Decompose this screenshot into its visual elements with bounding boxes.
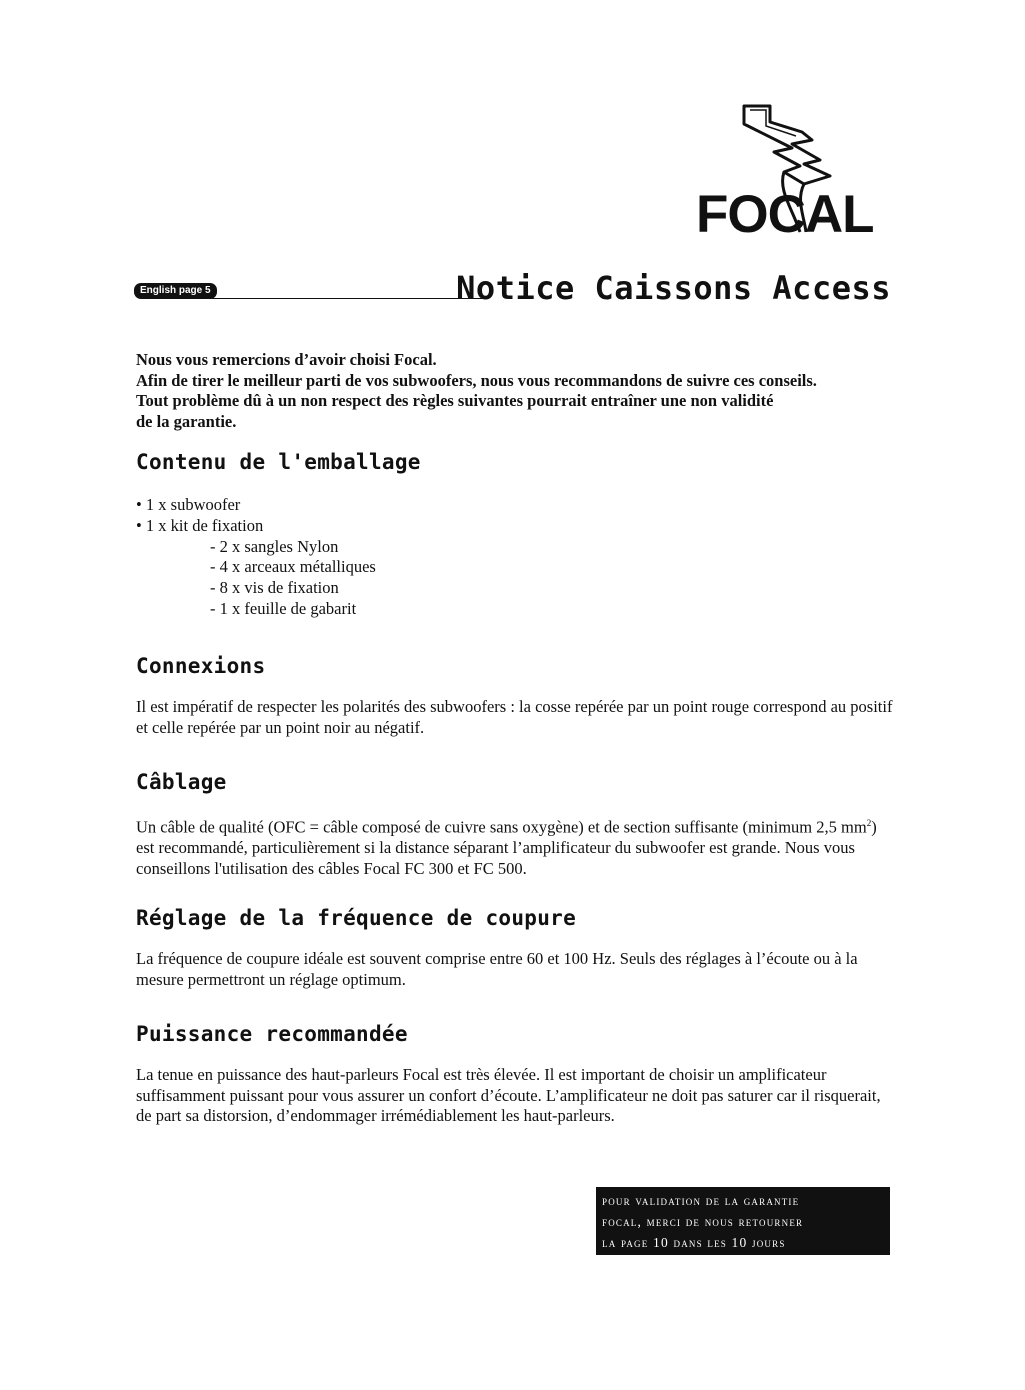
list-item: - 8 x vis de fixation <box>210 578 339 598</box>
puissance-text: La tenue en puissance des haut-parleurs Focal est très élevée. Il est important de choisir un amplificateur suffisamment puissant pour vous assurer un confort d’écoute. L’amplificateur ne doit pas saturer car il risquerait, de part sa distorsion, d’endommager irrémédiablement les haut-parleurs. <box>136 1065 881 1125</box>
intro-line: de la garantie. <box>136 411 237 431</box>
cablage-text <box>136 813 896 879</box>
cablage-text-part1: Un câble de qualité (OFC = câble composé de cuivre sans oxygène) et de section suffisante (minimum 2,5 mm <box>136 817 867 837</box>
intro-line: Afin de tirer le meilleur parti de vos subwoofers, nous vous recommandons de suivre ces conseils. <box>136 370 817 390</box>
list-item: • 1 x subwoofer <box>136 495 241 514</box>
title-rule <box>210 298 482 299</box>
connexions-text: Il est impératif de respecter les polarités des subwoofers : la cosse repérée par un point rouge correspond au positif et celle repérée par un point noir au négatif. <box>136 697 893 737</box>
list-item: - 4 x arceaux métalliques <box>210 557 376 577</box>
focal-logo <box>692 100 892 248</box>
cablage-superscript: 2 <box>866 818 872 828</box>
section-title-frequence: Réglage de la fréquence de coupure <box>136 906 577 930</box>
section-title-contents: Contenu de l'emballage <box>136 450 421 474</box>
list-item: - 2 x sangles Nylon <box>210 536 339 556</box>
list-item: - 1 x feuille de gabarit <box>210 598 357 618</box>
warranty-notice-box <box>596 1187 890 1255</box>
intro-paragraph <box>136 350 896 432</box>
warranty-line: pour validation de la garantie <box>602 1193 800 1208</box>
warranty-line: focal, merci de nous retourner <box>602 1214 804 1229</box>
warranty-line: la page 10 dans les 10 jours <box>602 1235 786 1250</box>
section-title-cablage: Câblage <box>136 770 227 794</box>
intro-line: Tout problème dû à un non respect des règles suivantes pourrait entraîner une non validité <box>136 391 774 410</box>
english-page-link[interactable]: English page 5 <box>134 283 217 299</box>
focal-wordmark: FOCAL <box>696 185 874 244</box>
cablage-text-part2: ) est recommandé, particulièrement si la distance séparant l’amplificateur du subwoofer est grande. Nous vous conseillons l'utilisation des câbles Focal FC 300 et FC 500. <box>136 817 877 878</box>
package-contents-list <box>136 495 376 620</box>
frequence-text: La fréquence de coupure idéale est souvent comprise entre 60 et 100 Hz. Seuls des réglages à l’écoute ou à la mesure permettront un réglage optimum. <box>136 949 858 989</box>
list-item: • 1 x kit de fixation <box>136 515 264 535</box>
section-title-puissance: Puissance recommandée <box>136 1022 408 1046</box>
section-title-connexions: Connexions <box>136 654 266 678</box>
page-title: Notice Caissons Access <box>456 269 891 307</box>
intro-line: Nous vous remercions d’avoir choisi Focal. <box>136 350 437 369</box>
